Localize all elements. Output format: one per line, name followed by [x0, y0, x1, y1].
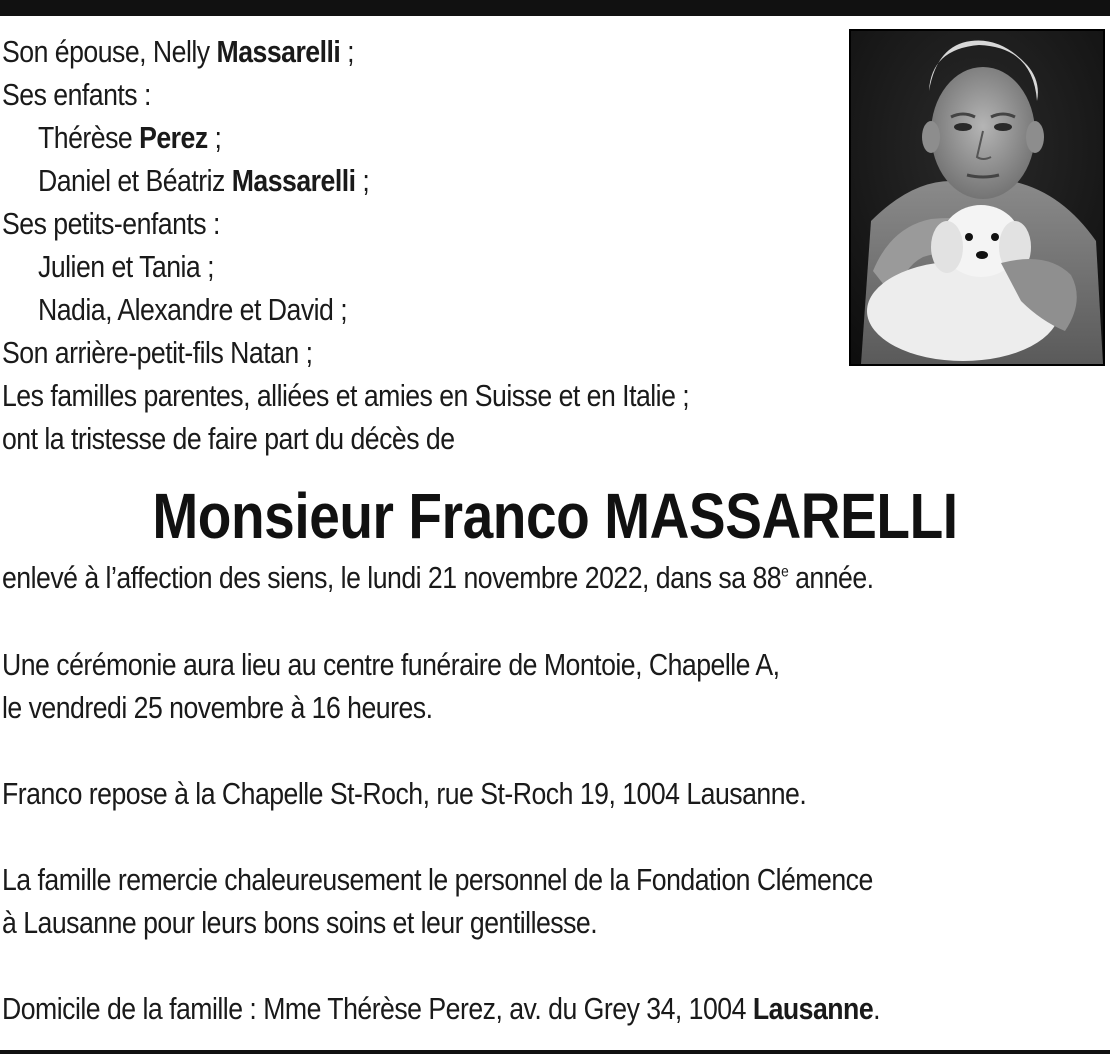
top-rule: [0, 0, 1110, 16]
thanks-line-2: à Lausanne pour leurs bons soins et leur gentillesse.: [2, 905, 598, 940]
spouse-line: Son épouse, Nelly Massarelli ;: [2, 34, 355, 69]
ceremony-line-2: le vendredi 25 novembre à 16 heures.: [2, 690, 433, 725]
grandchildren-heading: Ses petits-enfants :: [2, 206, 220, 241]
announcement-line: ont la tristesse de faire part du décès de: [2, 421, 455, 456]
bottom-rule: [0, 1050, 1110, 1054]
child-line-1: Thérèse Perez ;: [38, 120, 222, 155]
death-line: enlevé à l’affection des siens, le lundi 21 novembre 2022, dans sa 88e année.: [2, 560, 874, 595]
children-heading: Ses enfants :: [2, 77, 151, 112]
portrait-photo: [849, 29, 1105, 366]
families-line: Les familles parentes, alliées et amies en Suisse et en Italie ;: [2, 378, 690, 413]
grandchild-line-1: Julien et Tania ;: [38, 249, 215, 284]
rest-line: Franco repose à la Chapelle St-Roch, rue St-Roch 19, 1004 Lausanne.: [2, 776, 807, 811]
ordinal-superscript: e: [781, 563, 789, 581]
family-address-line: Domicile de la famille : Mme Thérèse Perez, av. du Grey 34, 1004 Lausanne.: [2, 991, 881, 1026]
ceremony-line-1: Une cérémonie aura lieu au centre funéraire de Montoie, Chapelle A,: [2, 647, 780, 682]
portrait-image: [851, 31, 1103, 364]
grandchild-line-2: Nadia, Alexandre et David ;: [38, 292, 348, 327]
thanks-line-1: La famille remercie chaleureusement le personnel de la Fondation Clémence: [2, 862, 873, 897]
child-line-2: Daniel et Béatriz Massarelli ;: [38, 163, 370, 198]
great-grandchild-line: Son arrière-petit-fils Natan ;: [2, 335, 313, 370]
deceased-name-title: Monsieur Franco MASSARELLI: [152, 480, 958, 552]
